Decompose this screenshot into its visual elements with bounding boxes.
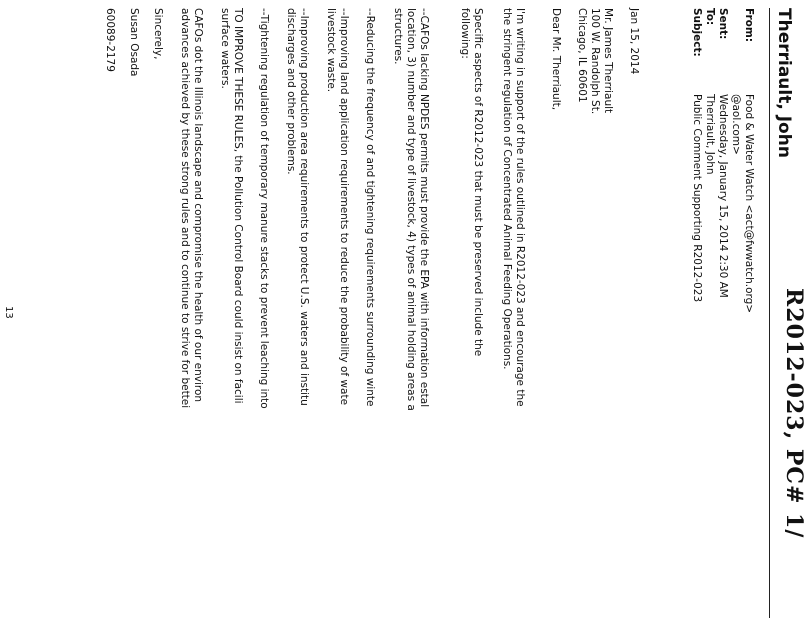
salutation: Dear Mr. Therriault, [550, 8, 562, 111]
paragraph-line: structures. [392, 8, 404, 65]
sent-value: Wednesday, January 15, 2014 2:30 AM [717, 94, 729, 298]
from-row-continued [729, 8, 742, 618]
subject-label: Subject: [691, 8, 703, 57]
recipient-name-header: Therriault, John [774, 8, 794, 158]
paragraph-line: --Improving production area requirements to protect U.S. waters and institu [298, 8, 310, 406]
from-row [742, 8, 755, 618]
paragraph-line: CAFOs dot the Illinois landscape and compromise the health of our environ [192, 8, 204, 403]
email-metadata [690, 8, 755, 618]
paragraph-line: Specific aspects of R2012-023 that must be preserved include the [472, 8, 484, 357]
header-divider [769, 8, 770, 618]
paragraph-line: location, 3) number and type of livestock, 4) types of animal holding areas a [405, 8, 417, 411]
address-line: Mr. James Therriault [602, 8, 614, 114]
subject-value: Public Comment Supporting R2012-023 [691, 94, 703, 303]
paragraph-line: --Reducing the frequency of and tightening requirements surrounding winte [364, 8, 376, 407]
paragraph-line: the stringent regulation of Concentrated Animal Feeding Operations. [501, 8, 513, 370]
to-row [703, 8, 716, 618]
paragraph-line: --Improving land application requirements to reduce the probability of wate [338, 8, 350, 406]
paragraph-line: following: [459, 8, 471, 59]
address-line: 100 W. Randolph St. [589, 8, 601, 115]
from-value: Food & Water Watch <act@fwwatch.org> [743, 94, 755, 314]
intro-paragraph [500, 8, 526, 407]
sent-label: Sent: [717, 8, 729, 40]
paragraph-line: --CAFOs lacking NPDES permits must provide the EPA with information estal [418, 8, 430, 408]
to-value: Therriault, John [704, 94, 716, 175]
paragraph-line: advances achieved by these strong rules and to continue to strive for bettei [179, 8, 191, 409]
docket-stamp: R2012-023, PC# 1/ [781, 288, 807, 539]
list-item-manure-stacks [257, 8, 270, 409]
signer-zip: 60089-2179 [104, 8, 116, 72]
list-item-winter [363, 8, 376, 406]
recipient-address [575, 8, 614, 114]
from-value-continued: @aol.com> [730, 94, 742, 155]
paragraph-line: I'm writing in support of the rules outlined in R2012-023 and encourage the [514, 8, 526, 407]
closing-paragraph [218, 8, 244, 404]
to-label: To: [704, 8, 716, 26]
paragraph-line: discharges and other problems. [285, 8, 297, 175]
letter-date: Jan 15, 2014 [628, 8, 640, 75]
paragraph-line: livestock waste. [325, 8, 337, 93]
sent-row [716, 8, 729, 618]
list-item-production-area [284, 8, 310, 406]
aspects-paragraph [458, 8, 484, 356]
final-paragraph [178, 8, 204, 408]
paragraph-line: surface waters. [219, 8, 231, 89]
list-item-npdes [391, 8, 430, 411]
list-item-land-application [324, 8, 350, 405]
signoff: Sincerely, [152, 8, 164, 60]
subject-row [690, 8, 703, 618]
from-label: From: [743, 8, 755, 43]
signer-name: Susan Osada [128, 8, 140, 77]
page-number: 13 [3, 306, 14, 319]
paragraph-line: --Tightening regulation of temporary manure stacks to prevent leaching into [258, 8, 270, 409]
address-line: Chicago, IL 60601 [576, 8, 588, 103]
paragraph-line: TO IMPROVE THESE RULES, the Pollution Control Board could insist on facili [232, 8, 244, 404]
